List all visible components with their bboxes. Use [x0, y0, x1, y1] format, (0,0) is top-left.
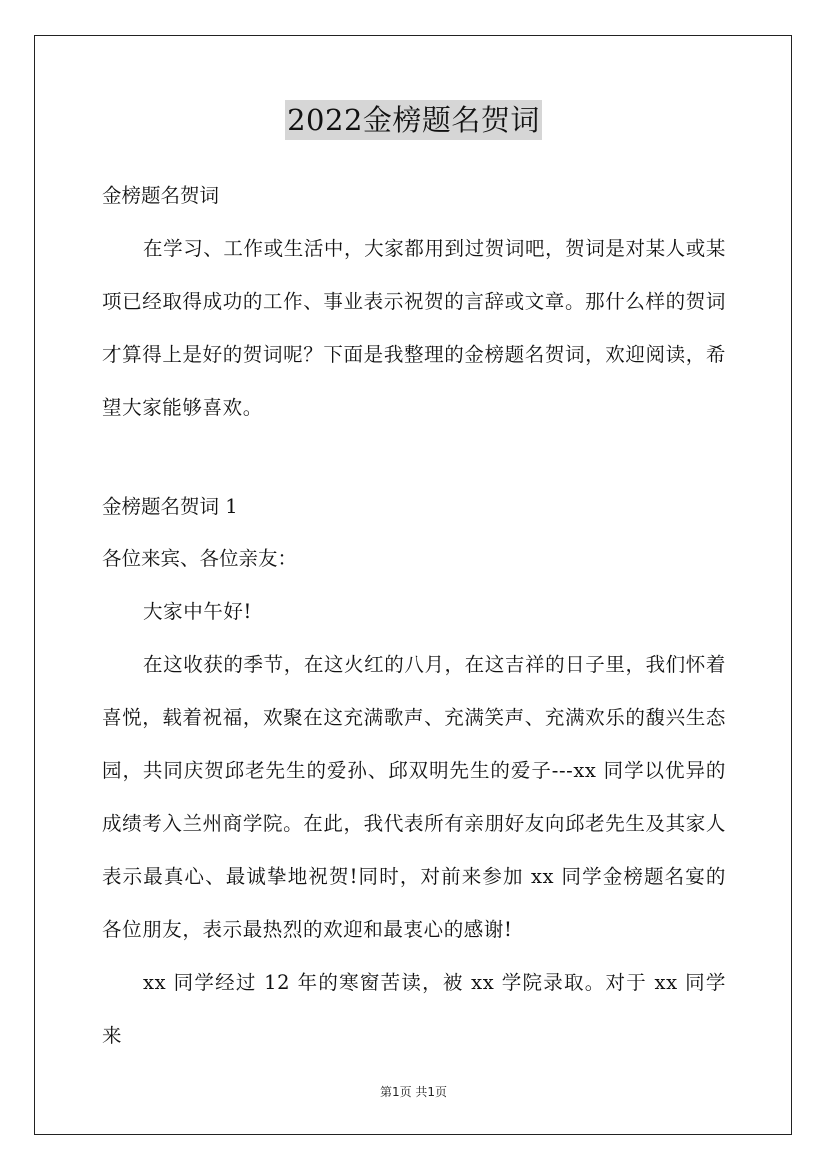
subtitle: 金榜题名贺词 [102, 184, 220, 207]
section-heading: 金榜题名贺词 1 [102, 495, 238, 518]
body-paragraph-2: xx 同学经过 12 年的寒窗苦读，被 xx 学院录取。对于 xx 同学来 [102, 971, 726, 1047]
document-body [102, 170, 726, 1062]
salutation: 各位来宾、各位亲友： [102, 547, 298, 570]
section-gap [102, 434, 726, 481]
title-container [0, 100, 827, 140]
intro-paragraph: 在学习、工作或生活中，大家都用到过贺词吧，贺词是对某人或某项已经取得成功的工作、事业表示祝贺的言辞或文章。那什么样的贺词才算得上是好的贺词呢？下面是我整理的金榜题名贺词，欢迎阅读，希望大家能够喜欢。 [102, 237, 726, 419]
page-footer: 第1页 共1页 [379, 1085, 448, 1099]
body-paragraph-1: 在这收获的季节，在这火红的八月，在这吉祥的日子里，我们怀着喜悦，载着祝福，欢聚在这充满歌声、充满笑声、充满欢乐的馥兴生态园，共同庆贺邱老先生的爱孙、邱双明先生的爱子---xx 同学以优异的成绩考入兰州商学院。在此，我代表所有亲朋好友向邱老先生及其家人表示最真心、最诚挚地祝贺!同时，对前来参加 xx 同学金榜题名宴的各位朋友，表示最热烈的欢迎和最衷心的感谢! [102, 653, 726, 941]
document-title: 2022金榜题名贺词 [285, 100, 542, 140]
greeting-line: 大家中午好! [143, 600, 252, 623]
